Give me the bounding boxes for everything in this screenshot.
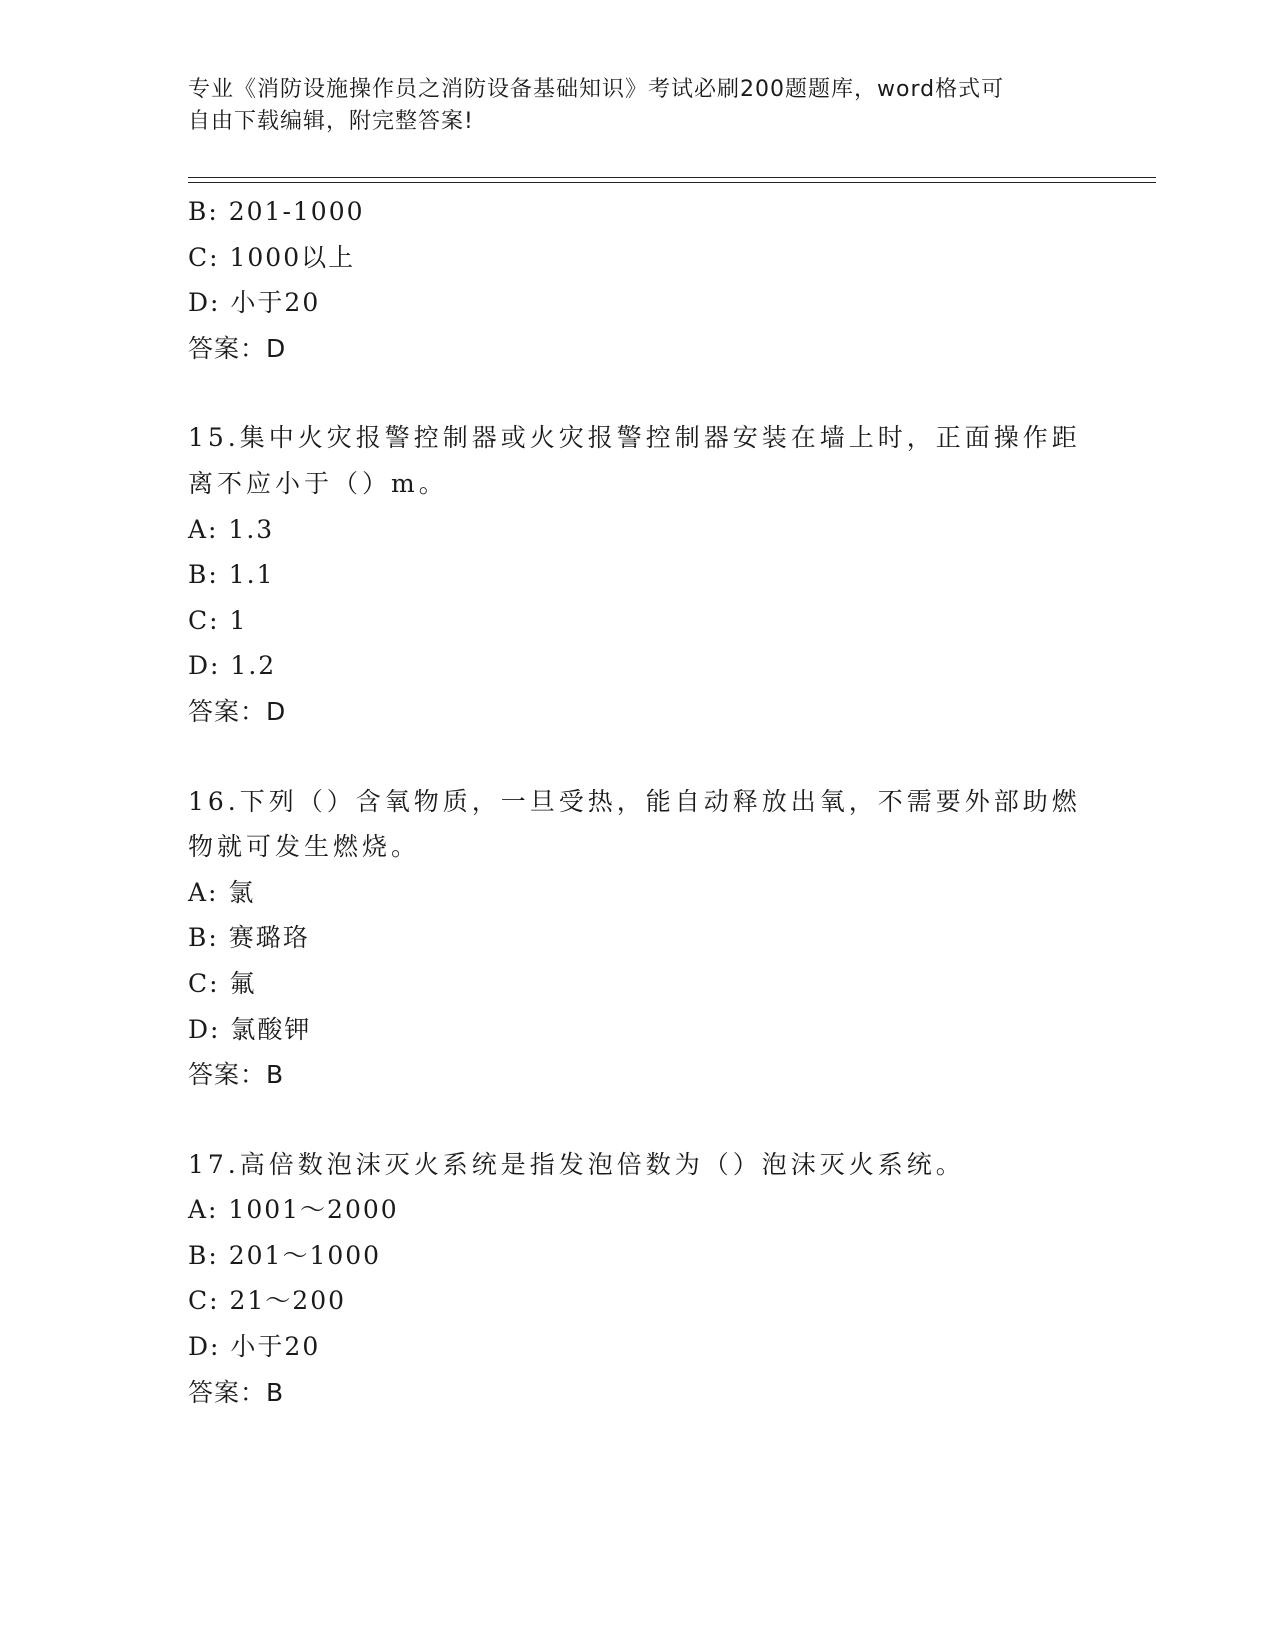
option-c: C: 1 bbox=[188, 605, 248, 635]
option-b: B: 201～1000 bbox=[188, 1240, 382, 1270]
question-14-continued bbox=[188, 189, 1088, 371]
option-b: B: 1.1 bbox=[188, 560, 275, 590]
answer: 答案：B bbox=[188, 1060, 285, 1090]
option-d: D: 1.2 bbox=[188, 651, 277, 681]
question-list bbox=[188, 189, 1088, 1415]
option-b: B: 赛璐珞 bbox=[188, 923, 310, 953]
question-text-line-2: 物就可发生燃烧。 bbox=[188, 832, 421, 862]
question-text-line-1: 17.高倍数泡沫灭火系统是指发泡倍数为（）泡沫灭火系统。 bbox=[188, 1149, 965, 1179]
option-d: D: 小于20 bbox=[188, 1332, 321, 1362]
option-d: D: 氯酸钾 bbox=[188, 1014, 312, 1044]
question-15 bbox=[188, 415, 1088, 734]
header-rule-top bbox=[188, 177, 1156, 178]
option-d: D: 小于20 bbox=[188, 288, 321, 318]
question-text-line-1: 15.集中火灾报警控制器或火灾报警控制器安装在墙上时，正面操作距 bbox=[188, 423, 1081, 453]
question-text-line-2: 离不应小于（）m。 bbox=[188, 468, 448, 498]
option-c: C: 氟 bbox=[188, 968, 257, 998]
question-text-line-1: 16.下列（）含氧物质，一旦受热，能自动释放出氧，不需要外部助燃 bbox=[188, 786, 1081, 816]
document-header bbox=[188, 74, 1068, 138]
answer: 答案：D bbox=[188, 333, 287, 363]
option-c: C: 21～200 bbox=[188, 1286, 347, 1316]
header-rule-bottom bbox=[188, 182, 1156, 183]
option-c: C: 1000以上 bbox=[188, 242, 356, 272]
answer: 答案：B bbox=[188, 1377, 285, 1407]
question-16 bbox=[188, 779, 1088, 1098]
question-17 bbox=[188, 1142, 1088, 1416]
option-a: A: 1001～2000 bbox=[188, 1195, 399, 1225]
option-a: A: 1.3 bbox=[188, 514, 275, 544]
option-b: B: 201-1000 bbox=[188, 197, 365, 226]
header-line-1: 专业《消防设施操作员之消防设备基础知识》考试必刷200题题库，word格式可 bbox=[188, 77, 1005, 102]
option-a: A: 氯 bbox=[188, 877, 256, 907]
header-line-2: 自由下载编辑，附完整答案! bbox=[188, 109, 474, 134]
answer: 答案：D bbox=[188, 696, 287, 726]
